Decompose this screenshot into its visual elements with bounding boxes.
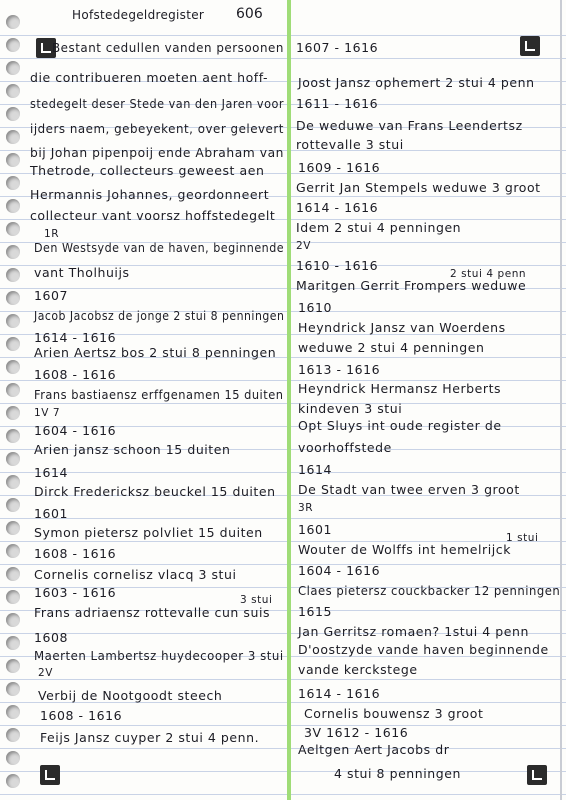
ruled-line bbox=[0, 58, 566, 59]
binding-hole bbox=[6, 291, 20, 305]
binding-hole bbox=[6, 774, 20, 788]
register-line: 1614 - 1616 bbox=[34, 330, 117, 345]
register-line: 1604 - 1616 bbox=[34, 423, 117, 438]
corner-mark-icon bbox=[527, 765, 547, 785]
binding-hole bbox=[6, 153, 20, 167]
register-line: voorhoffstede bbox=[298, 440, 392, 455]
register-line: 3 stui bbox=[240, 594, 273, 606]
register-line: 1601 bbox=[34, 506, 69, 521]
register-title: Hofstedegeldregister bbox=[72, 8, 205, 22]
ruled-line bbox=[0, 771, 566, 772]
register-line: Cornelis cornelisz vlacq 3 stui bbox=[34, 567, 237, 582]
register-line: 3R bbox=[298, 502, 314, 514]
register-line: vande kerckstege bbox=[298, 662, 418, 677]
register-line: Aeltgen Aert Jacobs dr bbox=[298, 742, 450, 757]
register-line: Joost Jansz ophemert 2 stui 4 penn bbox=[298, 75, 535, 90]
register-line: 1610 - 1616 bbox=[296, 258, 379, 273]
ruled-line bbox=[0, 725, 566, 726]
corner-mark-icon bbox=[520, 36, 540, 56]
register-line: 3V 1612 - 1616 bbox=[304, 725, 409, 740]
binding-hole bbox=[6, 498, 20, 512]
register-line: Gerrit Jan Stempels weduwe 3 groot bbox=[296, 180, 541, 195]
register-line: Arien Aertsz bos 2 stui 8 penningen bbox=[34, 345, 277, 360]
binding-hole bbox=[6, 590, 20, 604]
ruled-line bbox=[0, 564, 566, 565]
register-line: 1607 bbox=[34, 288, 69, 303]
register-line: stedegelt deser Stede van den Jaren voor bbox=[30, 96, 284, 111]
register-line: Bestant cedullen vanden persoonen bbox=[52, 40, 284, 55]
register-line: 1611 - 1616 bbox=[296, 96, 379, 111]
register-line: die contribueren moeten aent hoff- bbox=[30, 70, 269, 85]
register-line: Frans bastiaensz erffgenamen 15 duiten bbox=[34, 387, 284, 402]
register-line: 2V bbox=[38, 667, 53, 679]
register-line: Dirck Fredericksz beuckel 15 duiten bbox=[34, 484, 276, 499]
register-line: 1614 bbox=[34, 465, 69, 480]
register-line: 1 stui bbox=[506, 532, 539, 544]
binding-hole bbox=[6, 61, 20, 75]
register-line: 1614 - 1616 bbox=[296, 200, 379, 215]
binding-hole bbox=[6, 475, 20, 489]
binding-hole bbox=[6, 107, 20, 121]
register-line: D'oostzyde vande haven beginnende bbox=[298, 642, 549, 657]
register-line: 1V 7 bbox=[34, 407, 61, 419]
register-line: Thetrode, collecteurs geweest aen bbox=[30, 163, 265, 178]
binding-hole bbox=[6, 199, 20, 213]
binding-hole bbox=[6, 268, 20, 282]
ruled-line bbox=[0, 518, 566, 519]
register-line: Claes pietersz couckbacker 12 penningen bbox=[298, 583, 561, 598]
register-line: Maerten Lambertsz huydecooper 3 stui bbox=[34, 648, 284, 663]
register-line: Frans adriaensz rottevalle cun suis bbox=[34, 605, 271, 620]
register-line: Heyndrick Jansz van Woerdens bbox=[298, 320, 506, 335]
register-line: 1603 - 1616 bbox=[34, 585, 117, 600]
register-line: 1604 - 1616 bbox=[298, 563, 381, 578]
binding-hole bbox=[6, 544, 20, 558]
corner-mark-icon bbox=[40, 765, 60, 785]
register-line: Jan Gerritsz romaen? 1stui 4 penn bbox=[298, 624, 529, 639]
register-line: 1607 - 1616 bbox=[296, 40, 379, 55]
binding-hole bbox=[6, 337, 20, 351]
register-line: 1608 bbox=[34, 630, 69, 645]
ruled-line bbox=[0, 472, 566, 473]
register-line: kindeven 3 stui bbox=[298, 401, 403, 416]
binding-hole bbox=[6, 452, 20, 466]
binding-hole bbox=[6, 38, 20, 52]
register-line: 2V bbox=[296, 240, 311, 252]
ruled-line bbox=[0, 794, 566, 795]
ruled-line bbox=[0, 403, 566, 404]
register-line: Den Westsyde van de haven, beginnende bbox=[34, 240, 285, 255]
register-line: bij Johan pipenpoij ende Abraham van bbox=[30, 145, 285, 160]
binding-hole bbox=[6, 176, 20, 190]
binding-hole bbox=[6, 15, 20, 29]
register-line: De weduwe van Frans Leendertsz bbox=[296, 118, 523, 133]
binding-hole bbox=[6, 751, 20, 765]
binding-hole bbox=[6, 521, 20, 535]
register-line: 1608 - 1616 bbox=[40, 708, 123, 723]
register-line: 1608 - 1616 bbox=[34, 367, 117, 382]
register-line: 1R bbox=[44, 228, 60, 240]
page-edge bbox=[560, 0, 562, 800]
register-line: 1609 - 1616 bbox=[298, 160, 381, 175]
register-line: rottevalle 3 stui bbox=[296, 137, 404, 152]
register-line: Jacob Jacobsz de jonge 2 stui 8 penningen bbox=[34, 308, 285, 323]
binding-hole bbox=[6, 659, 20, 673]
binding-hole bbox=[6, 567, 20, 581]
register-line: 1614 - 1616 bbox=[298, 686, 381, 701]
page-number: 606 bbox=[236, 6, 263, 22]
register-line: vant Tholhuijs bbox=[34, 265, 130, 280]
register-line: 1614 bbox=[298, 462, 333, 477]
register-line: Maritgen Gerrit Frompers weduwe bbox=[296, 278, 527, 293]
register-line: Hermannis Johannes, geordonneert bbox=[30, 187, 270, 202]
register-line: 1615 bbox=[298, 604, 333, 619]
register-line: Feijs Jansz cuyper 2 stui 4 penn. bbox=[40, 730, 260, 745]
binding-hole bbox=[6, 245, 20, 259]
binding-hole bbox=[6, 130, 20, 144]
binding-hole bbox=[6, 728, 20, 742]
register-line: Symon pietersz polvliet 15 duiten bbox=[34, 525, 263, 540]
register-line: Idem 2 stui 4 penningen bbox=[296, 220, 462, 235]
register-line: Wouter de Wolffs int hemelrijck bbox=[298, 542, 512, 557]
binding-hole bbox=[6, 636, 20, 650]
register-line: 1608 - 1616 bbox=[34, 546, 117, 561]
binding-hole bbox=[6, 682, 20, 696]
binding-hole bbox=[6, 429, 20, 443]
register-line: Opt Sluys int oude register de bbox=[298, 418, 502, 433]
register-line: Cornelis bouwensz 3 groot bbox=[304, 706, 484, 721]
register-line: 1601 bbox=[298, 522, 333, 537]
register-line: 4 stui 8 penningen bbox=[334, 766, 461, 781]
binding-hole bbox=[6, 360, 20, 374]
binding-hole bbox=[6, 314, 20, 328]
register-line: De Stadt van twee erven 3 groot bbox=[298, 482, 520, 497]
register-line: 1610 bbox=[298, 300, 333, 315]
register-line: 2 stui 4 penn bbox=[450, 268, 527, 280]
binding-hole bbox=[6, 84, 20, 98]
register-line: Verbij de Nootgoodt steech bbox=[38, 688, 223, 703]
register-line: 1613 - 1616 bbox=[298, 362, 381, 377]
ruled-line bbox=[0, 679, 566, 680]
register-line: ijders naem, gebeyekent, over gelevert bbox=[30, 121, 284, 136]
binding-hole bbox=[6, 406, 20, 420]
ruled-line bbox=[0, 748, 566, 749]
binding-hole bbox=[6, 613, 20, 627]
register-line: Arien jansz schoon 15 duiten bbox=[34, 442, 231, 457]
register-line: Heyndrick Hermansz Herberts bbox=[298, 381, 502, 396]
register-line: weduwe 2 stui 4 penningen bbox=[298, 340, 485, 355]
binding-hole bbox=[6, 705, 20, 719]
binding-hole bbox=[6, 383, 20, 397]
binding-hole bbox=[6, 222, 20, 236]
register-line: collecteur vant voorsz hoffstedegelt bbox=[30, 208, 276, 223]
ruled-line bbox=[0, 35, 566, 36]
green-margin-line bbox=[287, 0, 291, 800]
